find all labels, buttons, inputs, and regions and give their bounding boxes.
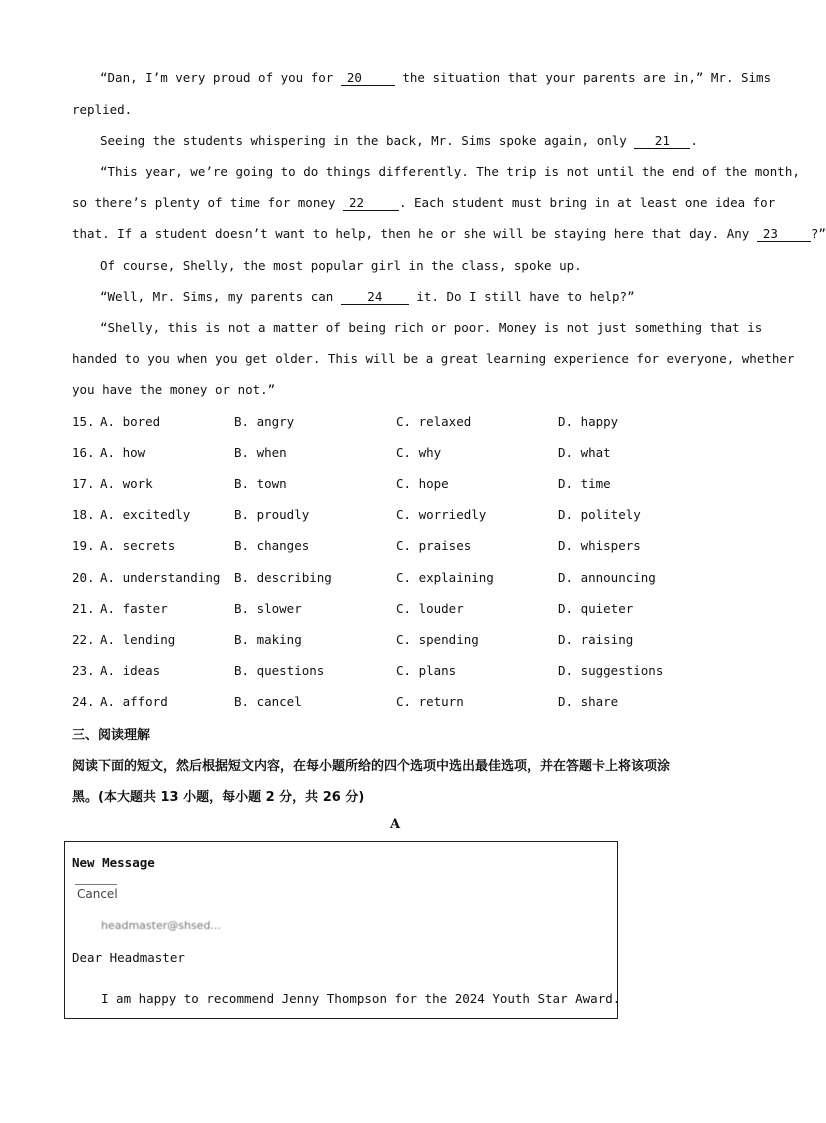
option-a: A. faster (100, 601, 168, 616)
option-c: C. return (396, 694, 464, 709)
question-row (72, 414, 722, 432)
option-c: C. why (396, 445, 442, 460)
passage-text: the situation that your parents are in,” Mr. Sims (394, 70, 772, 85)
recipient-email: headmaster@shsed... (101, 919, 221, 932)
divider (75, 884, 117, 885)
question-row (72, 694, 722, 712)
passage-text: “Well, Mr. Sims, my parents can (100, 289, 341, 304)
option-d: D. time (558, 476, 611, 491)
passage-text: “Dan, I’m very proud of you for (100, 70, 341, 85)
option-c: C. relaxed (396, 414, 472, 429)
question-number: 22. (72, 632, 95, 647)
question-number: 18. (72, 507, 95, 522)
option-a: A. bored (100, 414, 161, 429)
question-row (72, 570, 722, 588)
question-number: 20. (72, 570, 95, 585)
option-a: A. afford (100, 694, 168, 709)
option-d: D. share (558, 694, 619, 709)
option-b: B. town (234, 476, 287, 491)
option-b: B. changes (234, 538, 310, 553)
section-instruction-cont: 黑。(本大题共 13 小题，每小题 2 分，共 26 分) (72, 790, 365, 805)
passage-text: so there’s plenty of time for money (72, 195, 343, 210)
option-a: A. ideas (100, 663, 161, 678)
option-c: C. spending (396, 632, 479, 647)
passage-line: Of course, Shelly, the most popular girl in the class, spoke up. (100, 258, 582, 273)
passage-text: that. If a student doesn’t want to help, then he or she will be staying here that day. Any (72, 226, 757, 241)
option-b: B. proudly (234, 507, 310, 522)
option-d: D. suggestions (558, 663, 664, 678)
option-c: C. praises (396, 538, 472, 553)
option-b: B. making (234, 632, 302, 647)
passage-text: . (690, 133, 698, 148)
option-c: C. explaining (396, 570, 494, 585)
message-screenshot (64, 841, 621, 1019)
passage-line (72, 195, 776, 211)
message-body: I am happy to recommend Jenny Thompson for the 2024 Youth Star Award. (101, 991, 621, 1006)
option-b: B. angry (234, 414, 295, 429)
passage-line: you have the money or not.” (72, 382, 276, 397)
passage-line: “Shelly, this is not a matter of being rich or poor. Money is not just something that is (100, 320, 763, 335)
message-title: New Message (72, 855, 155, 870)
passage-text: ?” (810, 226, 826, 241)
passage-text: . Each student must bring in at least one idea for (398, 195, 776, 210)
question-number: 15. (72, 414, 95, 429)
passage-line (100, 289, 722, 305)
passage-text: it. Do I still have to help?” (408, 289, 635, 304)
question-row (72, 507, 722, 525)
question-number: 24. (72, 694, 95, 709)
question-number: 23. (72, 663, 95, 678)
passage-line: replied. (72, 102, 133, 117)
option-a: A. secrets (100, 538, 176, 553)
passage-line (100, 70, 772, 86)
question-row (72, 445, 722, 463)
passage-line (72, 226, 826, 242)
section-heading: 三、阅读理解 (72, 728, 151, 743)
question-number: 19. (72, 538, 95, 553)
option-d: D. announcing (558, 570, 656, 585)
question-row (72, 663, 722, 681)
option-d: D. whispers (558, 538, 641, 553)
option-d: D. quieter (558, 601, 634, 616)
option-c: C. louder (396, 601, 464, 616)
option-d: D. politely (558, 507, 641, 522)
blank-20: 20 (341, 70, 395, 86)
blank-21: 21 (634, 133, 690, 149)
question-number: 21. (72, 601, 95, 616)
question-row (72, 601, 722, 619)
passage-line: handed to you when you get older. This will be a great learning experience for everyone, whether (72, 351, 795, 366)
question-row (72, 632, 722, 650)
option-c: C. worriedly (396, 507, 487, 522)
option-d: D. what (558, 445, 611, 460)
passage-line (100, 133, 722, 149)
question-number: 17. (72, 476, 95, 491)
option-b: B. cancel (234, 694, 302, 709)
option-a: A. how (100, 445, 146, 460)
option-d: D. happy (558, 414, 619, 429)
blank-23: 23 (757, 226, 811, 242)
option-a: A. understanding (100, 570, 221, 585)
cancel-label: Cancel (77, 887, 118, 901)
passage-text: Seeing the students whispering in the back, Mr. Sims spoke again, only (100, 133, 635, 148)
option-c: C. hope (396, 476, 449, 491)
passage-line: “This year, we’re going to do things differently. The trip is not until the end of the month, (100, 164, 800, 179)
option-a: A. work (100, 476, 153, 491)
option-b: B. slower (234, 601, 302, 616)
question-row (72, 476, 722, 494)
passage-label: A (390, 817, 401, 832)
option-b: B. questions (234, 663, 325, 678)
blank-24: 24 (341, 289, 409, 305)
option-b: B. when (234, 445, 287, 460)
option-b: B. describing (234, 570, 332, 585)
option-d: D. raising (558, 632, 634, 647)
question-number: 16. (72, 445, 95, 460)
option-c: C. plans (396, 663, 457, 678)
greeting: Dear Headmaster (72, 950, 185, 965)
question-row (72, 538, 722, 556)
option-a: A. excitedly (100, 507, 191, 522)
option-a: A. lending (100, 632, 176, 647)
section-instruction: 阅读下面的短文，然后根据短文内容，在每小题所给的四个选项中选出最佳选项，并在答题卡上将该项涂 (72, 759, 671, 774)
blank-22: 22 (343, 195, 399, 211)
